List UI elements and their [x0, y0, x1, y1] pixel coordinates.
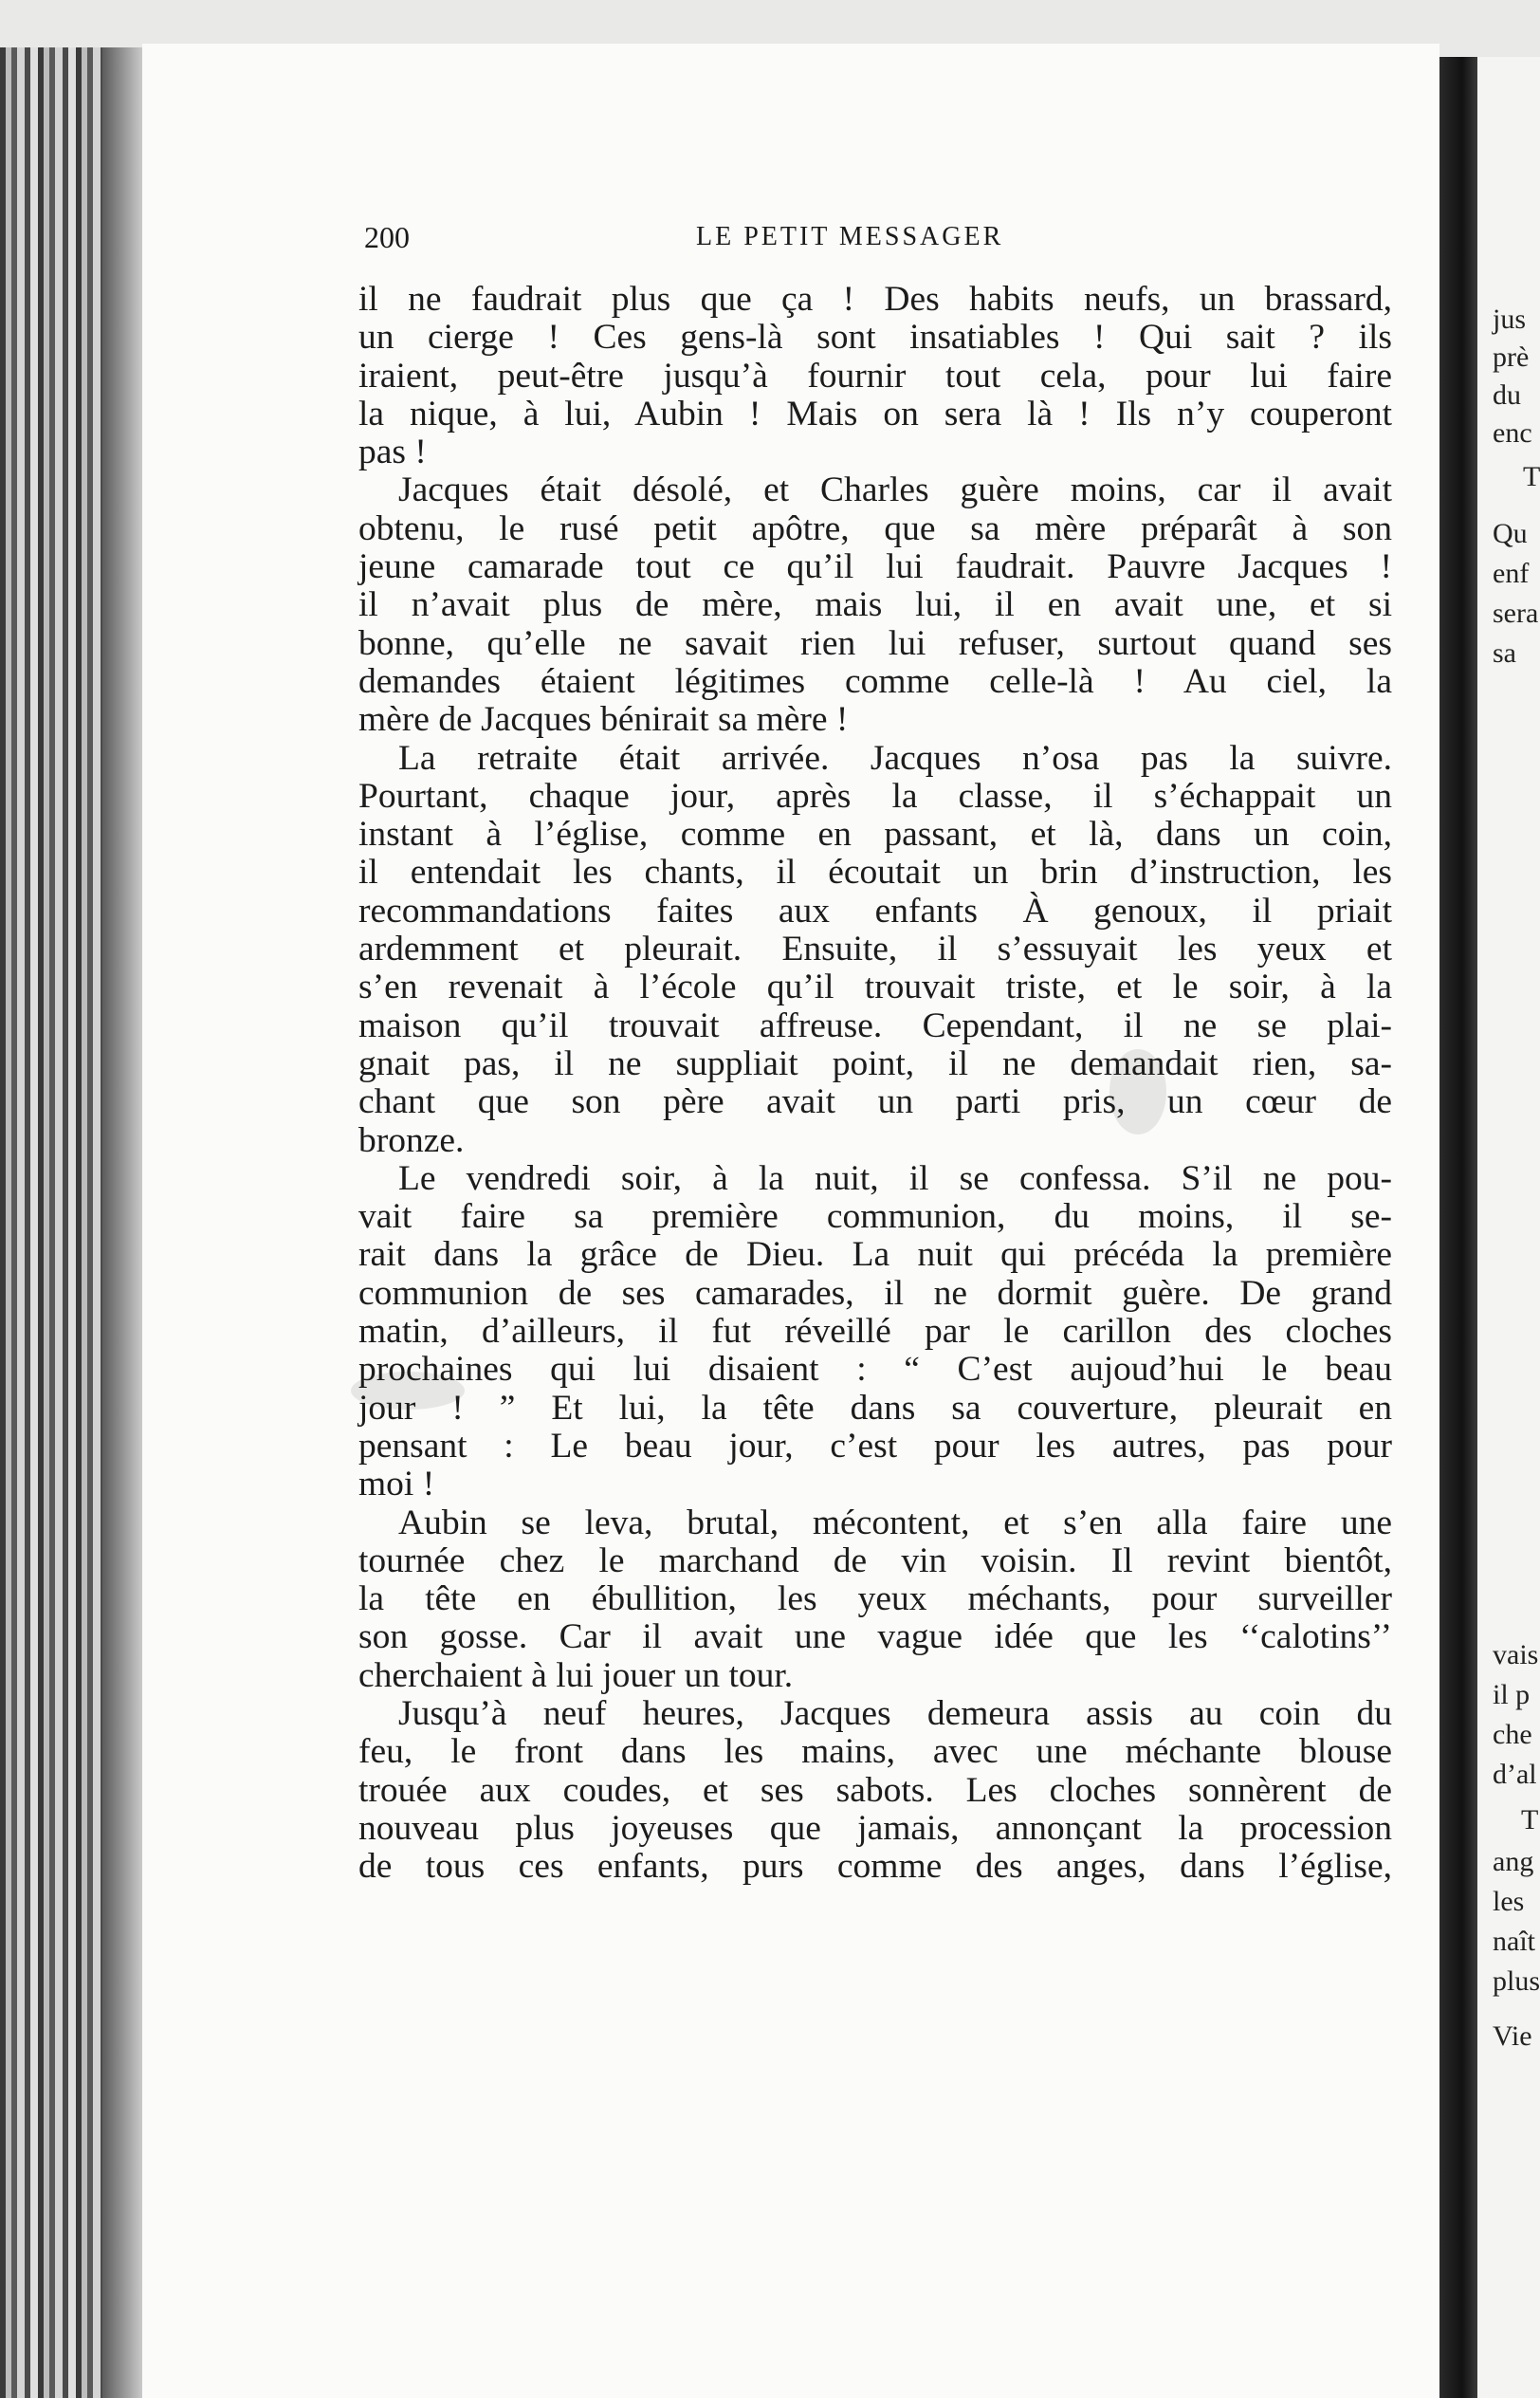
facing-page-fragment: vais [1493, 1639, 1539, 1670]
text-line: il ne faudrait plus que ça ! Des habits neufs, un brassard, [358, 280, 1392, 319]
running-title: LE PETIT MESSAGER [696, 222, 1004, 251]
text-line: rait dans la grâce de Dieu. La nuit qui précéda la première [358, 1235, 1392, 1275]
text-line: cherchaient à lui jouer un tour. [358, 1655, 794, 1695]
text-line: Pourtant, chaque jour, après la classe, il s’échappait un [358, 776, 1392, 816]
facing-page-fragment: sera [1493, 598, 1539, 629]
text-line: feu, le front dans les mains, avec une méchante blouse [358, 1732, 1392, 1772]
text-line: chant que son père avait un parti pris, un cœur de [358, 1082, 1392, 1122]
text-line: pas ! [358, 433, 427, 472]
text-line: gnait pas, il ne suppliait point, il ne demandait rien, sa- [358, 1043, 1392, 1083]
text-line: iraient, peut-être jusqu’à fournir tout cela, pour lui faire [358, 356, 1392, 396]
book-spine-shadow [102, 47, 144, 2398]
text-line: il entendait les chants, il écoutait un brin d’instruction, les [358, 853, 1392, 893]
facing-page-fragment: prè [1493, 341, 1530, 373]
text-line: la nique, à lui, Aubin ! Mais on sera là ! Ils n’y couperont [358, 394, 1392, 433]
text-line: un cierge ! Ces gens-là sont insatiables ! Qui sait ? ils [358, 318, 1392, 358]
text-line: Jusqu’à neuf heures, Jacques demeura assis au coin du [398, 1693, 1392, 1733]
text-line: vait faire sa première communion, du moins, il se- [358, 1197, 1392, 1237]
text-line: recommandations faites aux enfants À genoux, il priait [358, 891, 1392, 931]
facing-page-fragment: enc [1493, 417, 1532, 449]
facing-page-fragment: les [1493, 1886, 1525, 1917]
text-line: s’en revenait à l’école qu’il trouvait triste, et le soir, à la [358, 968, 1392, 1007]
text-line: nouveau plus joyeuses que jamais, annonçant la procession [358, 1808, 1392, 1848]
facing-page-fragment: sa [1493, 637, 1516, 669]
text-line: il n’avait plus de mère, mais lui, il en avait une, et si [358, 585, 1392, 625]
body-text [358, 281, 1392, 1886]
facing-page-fragment: che [1493, 1719, 1532, 1750]
text-line: matin, d’ailleurs, il fut réveillé par le carillon des cloches [358, 1312, 1392, 1352]
facing-page-fragment: T [1521, 1804, 1539, 1835]
text-line: la tête en ébullition, les yeux méchants, pour surveiller [358, 1579, 1392, 1619]
page-number: 200 [364, 220, 410, 254]
facing-page-fragment: enf [1493, 558, 1530, 589]
facing-page-fragment: plus [1493, 1965, 1540, 1997]
facing-page-fragment: jus [1493, 304, 1527, 335]
text-line: communion de ses camarades, il ne dormit guère. De grand [358, 1273, 1392, 1313]
text-line: maison qu’il trouvait affreuse. Cependant, il ne se plai- [358, 1005, 1392, 1045]
facing-page-fragment: ang [1493, 1846, 1534, 1877]
text-line: demandes étaient légitimes comme celle-là ! Au ciel, la [358, 661, 1392, 701]
text-line: La retraite était arrivée. Jacques n’osa pas la suivre. [398, 738, 1392, 778]
facing-page-fragment: naît [1493, 1926, 1535, 1957]
text-line: Jacques était désolé, et Charles guère moins, car il avait [398, 470, 1392, 510]
facing-page-fragment: il p [1493, 1679, 1531, 1710]
text-line: bronze. [358, 1120, 465, 1160]
facing-page-fragment: T [1523, 461, 1540, 492]
text-line: moi ! [358, 1465, 435, 1504]
text-line: ardemment et pleurait. Ensuite, il s’essuyait les yeux et [358, 930, 1392, 969]
page-gutter [1439, 57, 1477, 2398]
text-line: Aubin se leva, brutal, mécontent, et s’en alla faire une [398, 1503, 1392, 1542]
text-line: tournée chez le marchand de vin voisin. Il revint bientôt, [358, 1540, 1392, 1580]
text-line: prochaines qui lui disaient : “ C’est aujoud’hui le beau [358, 1350, 1392, 1390]
running-head [364, 220, 1407, 262]
text-line: trouée aux coudes, et ses sabots. Les cloches sonnèrent de [358, 1770, 1392, 1810]
text-line: pensant : Le beau jour, c’est pour les autres, pas pour [358, 1426, 1392, 1466]
text-line: bonne, qu’elle ne savait rien lui refuser, surtout quand ses [358, 623, 1392, 663]
text-line: jeune camarade tout ce qu’il lui faudrait. Pauvre Jacques ! [358, 547, 1392, 587]
text-line: obtenu, le rusé petit apôtre, que sa mère préparât à son [358, 508, 1392, 548]
text-line: Le vendredi soir, à la nuit, il se confessa. S’il ne pou- [398, 1158, 1392, 1198]
text-line: instant à l’église, comme en passant, et là, dans un coin, [358, 815, 1392, 855]
text-line: jour ! ” Et lui, la tête dans sa couverture, pleurait en [358, 1388, 1392, 1428]
facing-page-fragment: du [1493, 379, 1521, 411]
text-line: mère de Jacques bénirait sa mère ! [358, 700, 849, 740]
facing-page-fragment: Vie [1493, 2020, 1532, 2052]
text-line: de tous ces enfants, purs comme des anges, dans l’église, [358, 1847, 1392, 1887]
facing-page-fragment: Qu [1493, 518, 1528, 549]
facing-page-fragment: d’al [1493, 1759, 1537, 1790]
text-line: son gosse. Car il avait une vague idée que les ‘‘calotins’’ [358, 1617, 1392, 1657]
